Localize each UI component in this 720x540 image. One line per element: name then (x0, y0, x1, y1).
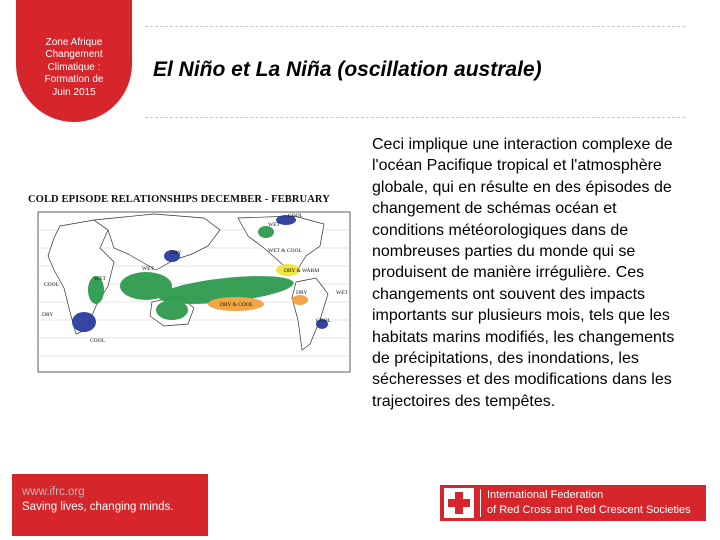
title-divider (145, 117, 685, 118)
org-name-line2: of Red Cross and Red Crescent Societies (487, 504, 691, 516)
label-dry-small: DRY (296, 290, 308, 296)
enso-cold-episode-map (24, 190, 360, 375)
label-cool-far: COOL (90, 338, 105, 344)
footer-url-link[interactable]: www.ifrc.org (22, 486, 85, 498)
course-badge-text: Zone Afrique Changement Climatique : Formation de Juin 2015 (44, 36, 104, 98)
logo-divider (480, 489, 481, 517)
label-cool-top: COOL (288, 213, 303, 219)
label-dry-cool: DRY & COOL (220, 302, 254, 308)
label-wet-se: WET (336, 290, 348, 296)
region-wet-australia (156, 300, 188, 320)
label-dry-warm: DRY & WARM (284, 268, 320, 274)
footer-brand-panel (12, 474, 208, 536)
footer (0, 466, 720, 540)
region-dry-southamerica (292, 295, 308, 305)
top-divider (145, 26, 685, 27)
label-wet-top: WET (268, 222, 280, 228)
region-cool-southafrica (72, 312, 96, 332)
ifrc-logo-banner (440, 485, 706, 521)
label-wet-africa: WET (94, 276, 106, 282)
footer-slogan: Saving lives, changing minds. (22, 501, 174, 513)
label-wet-mid: WET (142, 266, 154, 272)
slide-title: El Niño et La Niña (oscillation australe) (153, 58, 542, 81)
org-name-line1: International Federation (487, 489, 604, 501)
red-cross-emblem (444, 488, 474, 518)
map-figure (24, 190, 360, 375)
label-dry-top: DRY (170, 250, 182, 256)
slide-body-text: Ceci implique une interaction complexe de l'océan Pacifique tropical et l'atmosphère globale, qui en résulte en des épisodes de changement de schémas océan et conditions météorologiques dans de nombreuses parties du monde qui se produisent de manière irrégulière. Ces changements ont souvent des impacts importants sur plusieurs mois, tels que les habitats marins modifiés, les changements de précipitations, des inondations, les sécheresses et des modifications dans les trajectoires des tempêtes. (372, 136, 675, 410)
label-dry-far: DRY (42, 312, 54, 318)
course-badge (16, 0, 132, 122)
map-title: COLD EPISODE RELATIONSHIPS DECEMBER - FEBRUARY (28, 194, 330, 205)
red-cross-icon (444, 488, 474, 518)
label-cool-africa: COOL (44, 282, 59, 288)
south-america-outline (292, 278, 328, 350)
region-wet-indonesia (120, 272, 172, 300)
label-cool-s: COOL (316, 318, 331, 324)
north-america-outline (238, 216, 324, 272)
label-wet-cool: WET & COOL (268, 248, 302, 254)
